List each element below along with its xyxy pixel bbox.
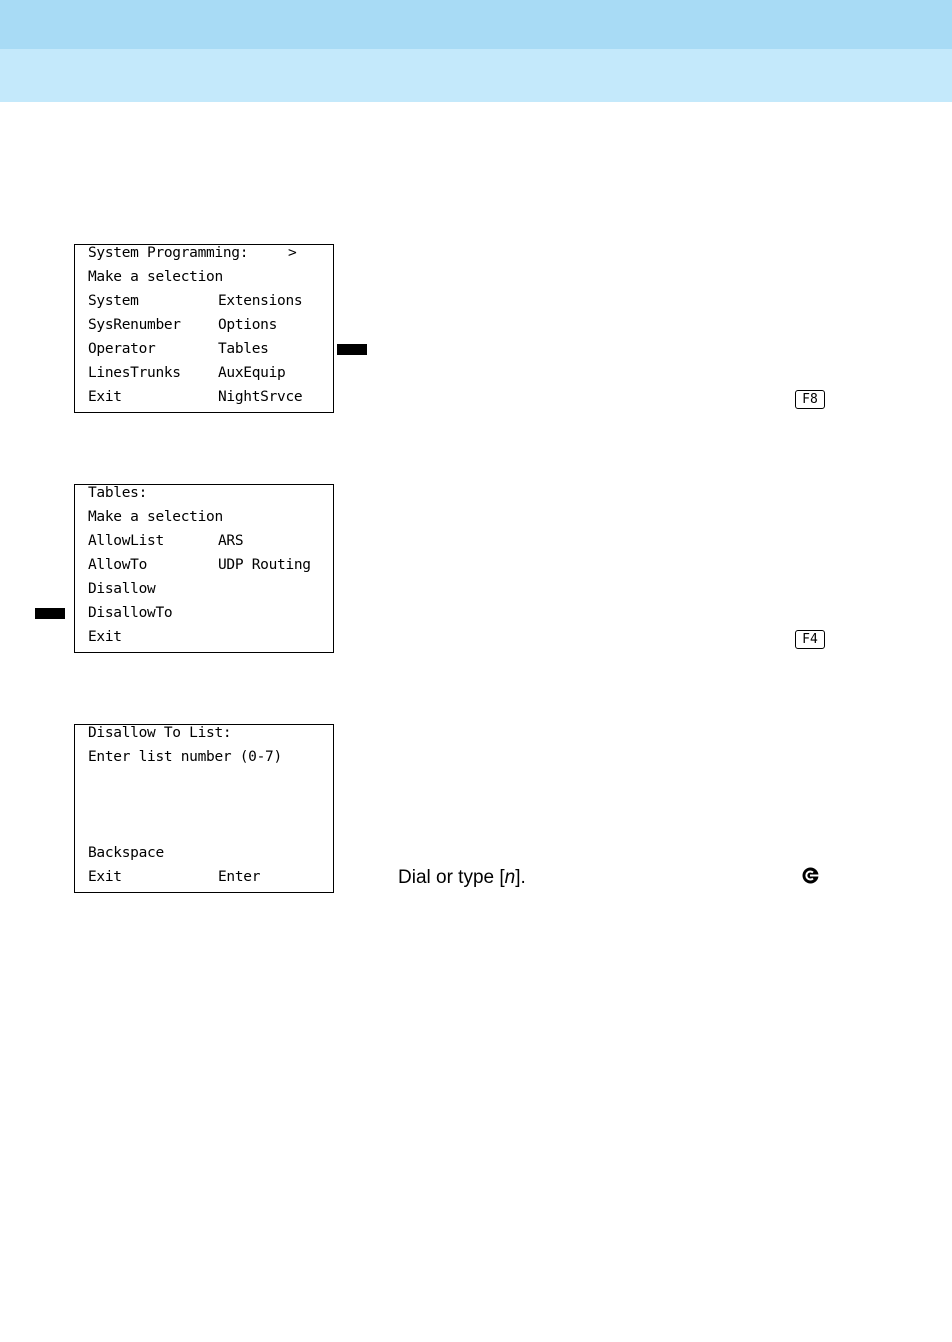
- menu-option-auxequip[interactable]: AuxEquip: [218, 365, 286, 381]
- instruction-prefix: Dial or type [: [398, 867, 505, 888]
- instruction-suffix: ].: [515, 867, 526, 888]
- menu-option-backspace[interactable]: Backspace: [88, 845, 164, 861]
- menu-option-extensions[interactable]: Extensions: [218, 293, 303, 309]
- screen-line: Make a selection: [88, 509, 223, 525]
- menu-option-operator[interactable]: Operator: [88, 341, 156, 357]
- header-band-bottom: [0, 49, 952, 102]
- menu-option-allowto[interactable]: AllowTo: [88, 557, 148, 573]
- menu-option-allowlist[interactable]: AllowList: [88, 533, 164, 549]
- menu-option-exit[interactable]: Exit: [88, 629, 122, 645]
- menu-option-system[interactable]: System: [88, 293, 139, 309]
- menu-option-tables[interactable]: Tables: [218, 341, 269, 357]
- menu-option-ars[interactable]: ARS: [218, 533, 244, 549]
- more-indicator: >: [288, 245, 297, 261]
- screen-line: Tables:: [88, 485, 148, 501]
- menu-option-udp-routing[interactable]: UDP Routing: [218, 557, 311, 573]
- function-key-f8[interactable]: F8: [795, 390, 825, 409]
- screen-line: Disallow To List:: [88, 725, 232, 741]
- menu-option-exit[interactable]: Exit: [88, 869, 122, 885]
- instruction-variable: n: [504, 867, 516, 888]
- display-screen-tables: [74, 484, 334, 653]
- menu-option-nightsrvce[interactable]: NightSrvce: [218, 389, 303, 405]
- selection-marker: [337, 344, 367, 355]
- instruction-text: [398, 867, 526, 889]
- screen-line: Enter list number (0-7): [88, 749, 282, 765]
- menu-option-enter[interactable]: Enter: [218, 869, 261, 885]
- display-screen-disallow-to-list: [74, 724, 334, 893]
- screen-line: Make a selection: [88, 269, 223, 285]
- selection-marker: [35, 608, 65, 619]
- menu-option-disallowto[interactable]: DisallowTo: [88, 605, 173, 621]
- screen-line: System Programming:: [88, 245, 249, 261]
- menu-option-exit[interactable]: Exit: [88, 389, 122, 405]
- menu-option-options[interactable]: Options: [218, 317, 278, 333]
- display-screen-system-programming: [74, 244, 334, 413]
- phone-return-icon: [800, 865, 821, 886]
- function-key-f4[interactable]: F4: [795, 630, 825, 649]
- menu-option-sysrenumber[interactable]: SysRenumber: [88, 317, 181, 333]
- header-band-top: [0, 0, 952, 49]
- menu-option-linestrunks[interactable]: LinesTrunks: [88, 365, 181, 381]
- menu-option-disallow[interactable]: Disallow: [88, 581, 156, 597]
